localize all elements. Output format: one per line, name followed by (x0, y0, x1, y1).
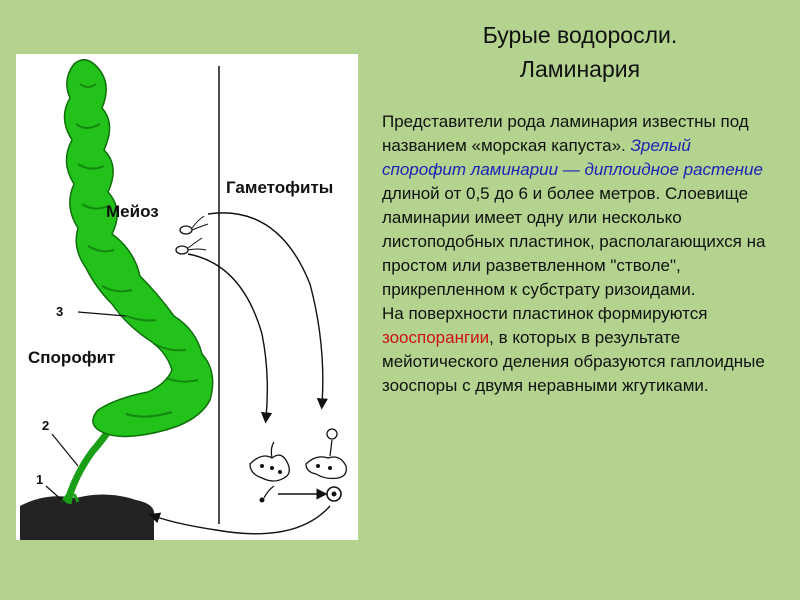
label-sporophyte: Спорофит (28, 348, 116, 367)
substrate (20, 494, 154, 540)
p2-text-1: На поверхности пластинок формируются (382, 304, 708, 323)
zoospore-1 (180, 216, 208, 234)
title-line-1: Бурые водоросли. (482, 22, 678, 48)
description-text (382, 110, 774, 398)
title-line-2: Ламинария (519, 56, 641, 82)
stipe (68, 426, 112, 500)
male-gametophyte (250, 442, 289, 481)
label-gametophytes: Гаметофиты (226, 178, 334, 197)
paragraph-2 (382, 302, 774, 398)
spermatozoid (260, 486, 275, 503)
label-2-pointer (52, 434, 78, 466)
zygote (327, 487, 341, 501)
arrow-to-young-sporophyte (154, 506, 330, 534)
label-2: 2 (42, 418, 50, 433)
life-cycle-diagram (16, 54, 358, 540)
label-1: 1 (36, 472, 44, 487)
arrow-to-female-gametophyte (208, 213, 323, 404)
label-meiosis: Мейоз (106, 202, 159, 221)
label-3: 3 (56, 304, 64, 319)
p2-highlight: зооспорангии (382, 328, 490, 347)
p2-text-2: , в которых в результате мейотического деления образуются гаплоидные зооспоры с двумя неравными жгутиками. (382, 328, 765, 395)
female-gametophyte (306, 429, 346, 479)
p1-text-1: Представители рода ламинария известны под названием «морская капуста». (382, 112, 749, 155)
paragraph-1 (382, 110, 774, 302)
slide-title (400, 18, 760, 86)
thallus-blade (64, 60, 212, 437)
p1-text-2: длиной от 0,5 до 6 и более метров. Слоевище ламинарии имеет одну или несколько листоподобных пластинок, располагающихся на простом или разветвленном "стволе", прикрепленном к субстрату ризоидами. (382, 184, 766, 299)
zoospore-2 (176, 238, 206, 254)
p1-emphasis: Зрелый спорофит ламинарии — диплоидное растение (382, 136, 763, 179)
laminaria-life-cycle-figure (16, 54, 358, 540)
